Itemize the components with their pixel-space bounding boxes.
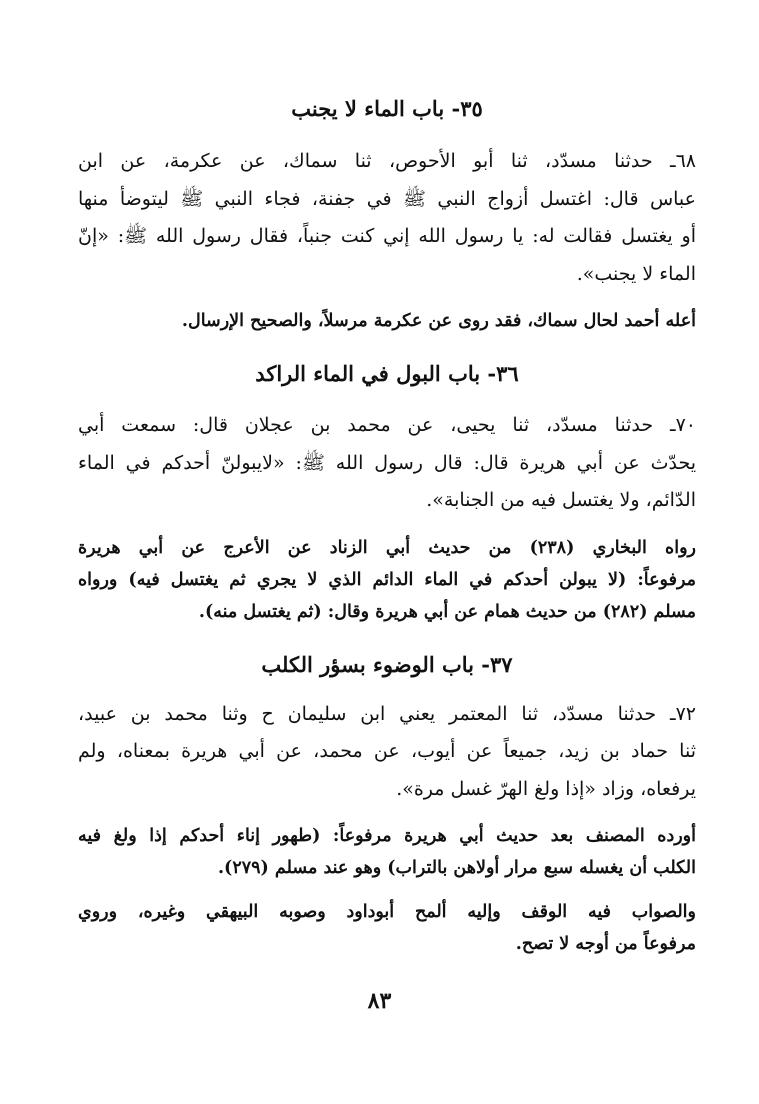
- hadith-line: ٦٨ـ حدثنا مسدّد، ثنا أبو الأحوص، ثنا سماك، عن عكرمة، عن ابن: [78, 150, 696, 172]
- hadith-68: [78, 143, 696, 293]
- commentary-line: أورده المصنف بعد حديث أبي هريرة مرفوعاً: (طهور إناء أحدكم إذا ولغ فيه: [78, 826, 696, 846]
- hadith-72: [78, 696, 696, 809]
- section-heading-37: ٣٧- باب الوضوء بسؤر الكلب: [261, 651, 513, 677]
- commentary-36: [78, 532, 696, 628]
- hadith-line: الماء لا يجنب».: [576, 262, 696, 285]
- commentary-line: أعله أحمد لحال سماك، فقد روى عن عكرمة مرسلاً، والصحيح الإرسال.: [181, 311, 696, 331]
- hadith-line: عباس قال: اغتسل أزواج النبي ﷺ في جفنة، فجاء النبي ﷺ ليتوضأ منها: [78, 187, 696, 210]
- commentary-37-extra: [78, 896, 696, 960]
- page-body: [78, 80, 696, 960]
- hadith-line: ثنا حماد بن زيد، جميعاً عن أيوب، عن محمد، عن أبي هريرة بمعناه، ولم: [78, 740, 696, 762]
- commentary-37: [78, 820, 696, 884]
- hadith-line: أو يغتسل فقالت له: يا رسول الله إني كنت جنباً، فقال رسول الله ﷺ: «إنّ: [78, 225, 697, 247]
- section-heading-36: ٣٦- باب البول في الماء الراكد: [255, 361, 519, 386]
- hadith-line: ٧٢ـ حدثنا مسدّد، ثنا المعتمر يعني ابن سليمان ح وثنا محمد بن عبيد،: [78, 702, 696, 725]
- hadith-line: الدّائم، ولا يغتسل فيه من الجنابة».: [426, 489, 696, 511]
- commentary-35: [78, 305, 696, 337]
- hadith-line: ٧٠ـ حدثنا مسدّد، ثنا يحيى، عن محمد بن عجلان قال: سمعت أبي: [78, 414, 696, 436]
- commentary-line: مرفوعاً من أوجه لا تصح.: [515, 934, 696, 954]
- commentary-line: مسلم (٢٨٢) من حديث همام عن أبي هريرة وقال: (ثم يغتسل منه).: [198, 601, 696, 622]
- commentary-line: مرفوعاً: (لا يبولن أحدكم في الماء الدائم الذي لا يجري ثم يغتسل فيه) ورواه: [78, 569, 696, 590]
- hadith-line: يحدّث عن أبي هريرة قال: قال رسول الله ﷺ: «لايبولنّ أحدكم في الماء: [78, 451, 696, 474]
- commentary-line: الكلب أن يغسله سبع مرار أولاهن بالتراب) وهو عند مسلم (٢٧٩).: [217, 858, 696, 878]
- commentary-line: والصواب فيه الوقف وإليه ألمح أبوداود وصوبه البيهقي وغيره، وروي: [78, 902, 696, 922]
- page-number: ٨٣: [367, 988, 392, 1014]
- commentary-line: رواه البخاري (٢٣٨) من حديث أبي الزناد عن الأعرج عن أبي هريرة: [78, 537, 696, 558]
- hadith-70: [78, 407, 696, 520]
- section-heading-35: ٣٥- باب الماء لا يجنب: [291, 96, 483, 121]
- hadith-line: يرفعاه، وزاد «إذا ولغ الهرّ غسل مرة».: [396, 777, 696, 800]
